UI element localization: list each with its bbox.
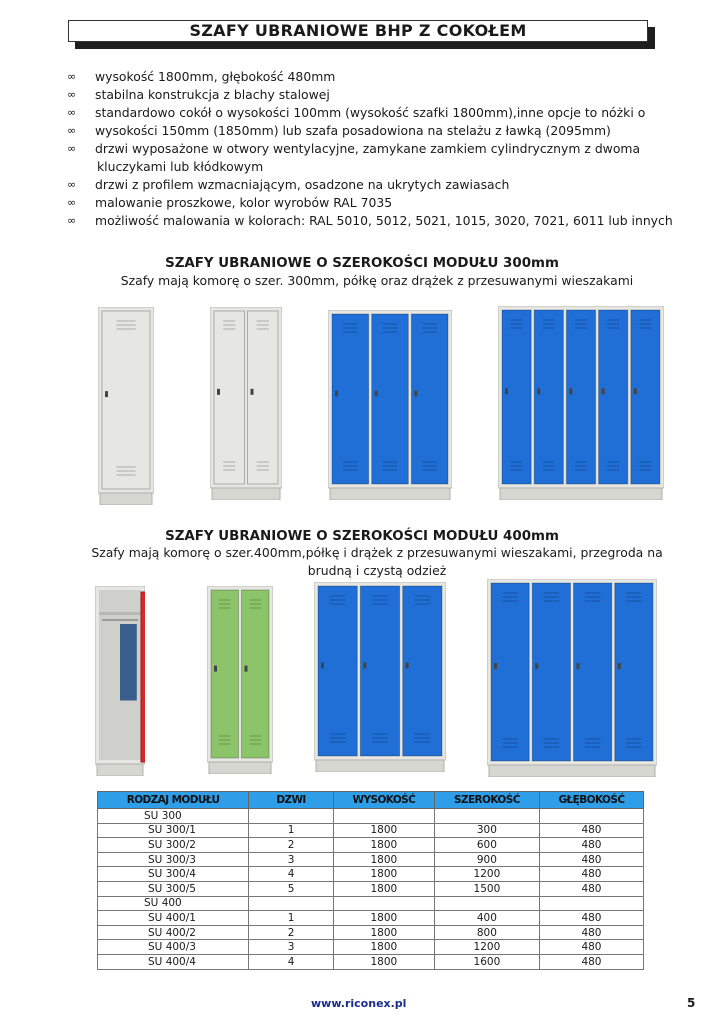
locker-image-su300-5 (498, 306, 664, 504)
infinity-bullet-icon: ∞ (67, 142, 77, 155)
col-header-height: WYSOKOŚĆ (333, 792, 434, 809)
locker-image-su300-3 (328, 310, 452, 504)
table-row (98, 823, 644, 838)
locker-image-su300-2 (210, 307, 282, 504)
lock-icon (406, 663, 409, 669)
infinity-bullet-icon: ∞ (67, 214, 77, 227)
lock-icon (335, 391, 338, 397)
lock-icon (505, 388, 508, 394)
locker-door (615, 583, 653, 761)
module-table (97, 791, 644, 970)
locker-door (574, 583, 612, 761)
list-item: ∞ standardowo cokół o wysokości 100mm (wysokość szafki 1800mm),inne opcje to nóżki o (67, 105, 646, 120)
table-cell: 1 (249, 823, 334, 838)
table-cell: SU 400/3 (98, 940, 249, 955)
locker-shelf (99, 612, 141, 615)
lock-icon (375, 391, 378, 397)
table-cell: 1800 (333, 911, 434, 926)
table-row (98, 867, 644, 882)
lock-icon (217, 389, 220, 395)
locker-door (631, 310, 660, 484)
locker-plinth (209, 762, 271, 774)
section-400-subtitle: Szafy mają komorę o szer.400mm,półkę i drążek z przesuwanymi wieszakami, przegroda na brudną i czystą odzież (91, 545, 663, 578)
table-cell: 1200 (434, 940, 539, 955)
table-row (98, 911, 644, 926)
table-cell: 1 (249, 911, 334, 926)
table-cell: 4 (249, 954, 334, 969)
page-number: 5 (687, 996, 696, 1010)
table-cell: 1800 (333, 838, 434, 853)
col-header-depth: GŁĘBOKOŚĆ (539, 792, 643, 809)
locker-door (599, 310, 628, 484)
lock-icon (245, 666, 248, 672)
infinity-bullet-icon: ∞ (67, 178, 77, 191)
table-cell: 800 (434, 925, 539, 940)
table-cell: 480 (539, 954, 643, 969)
table-cell: 4 (249, 867, 334, 882)
table-cell: 480 (539, 911, 643, 926)
table-cell: SU 400/1 (98, 911, 249, 926)
lock-icon (105, 391, 108, 397)
infinity-bullet-icon: ∞ (67, 124, 77, 137)
table-cell: 480 (539, 881, 643, 896)
group-label: SU 400 (98, 896, 249, 911)
lock-icon (577, 663, 580, 669)
list-item: ∞ wysokość 1800mm, głębokość 480mm (67, 69, 336, 84)
table-cell: 1600 (434, 954, 539, 969)
locker-door (491, 583, 529, 761)
locker-door (242, 590, 270, 758)
table-cell: 1800 (333, 940, 434, 955)
table-cell: 600 (434, 838, 539, 853)
table-row (98, 940, 644, 955)
table-cell: 480 (539, 925, 643, 940)
empty-cell (539, 896, 643, 911)
locker-image-su400-4 (487, 579, 657, 781)
table-cell: SU 300/2 (98, 838, 249, 853)
empty-cell (434, 809, 539, 824)
table-cell: 480 (539, 940, 643, 955)
locker-plinth (500, 488, 662, 500)
table-group-row (98, 896, 644, 911)
list-item: ∞ wysokości 150mm (1850mm) lub szafa posadowiona na stelażu z ławką (2095mm) (67, 123, 611, 138)
locker-door (318, 586, 357, 756)
table-row (98, 881, 644, 896)
table-cell: SU 300/4 (98, 867, 249, 882)
lock-icon (537, 388, 540, 394)
locker-image-su400-1-open (95, 586, 145, 780)
col-header-module: RODZAJ MODUŁU (98, 792, 249, 809)
locker-plinth (330, 488, 450, 500)
table-cell: 3 (249, 852, 334, 867)
locker-door (534, 310, 563, 484)
empty-cell (333, 809, 434, 824)
locker-image-su400-3 (314, 582, 446, 776)
table-cell: 2 (249, 838, 334, 853)
empty-cell (249, 809, 334, 824)
table-cell: 1800 (333, 867, 434, 882)
locker-door (211, 590, 239, 758)
table-row (98, 925, 644, 940)
section-300-title: SZAFY UBRANIOWE O SZEROKOŚCI MODUŁU 300mm (165, 256, 559, 271)
table-cell: 400 (434, 911, 539, 926)
table-cell: SU 300/1 (98, 823, 249, 838)
locker-door (248, 311, 279, 484)
locker-door (102, 311, 150, 489)
locker-door (532, 583, 570, 761)
locker-door (332, 314, 369, 484)
table-row (98, 852, 644, 867)
locker-door (372, 314, 409, 484)
section-400-title: SZAFY UBRANIOWE O SZEROKOŚCI MODUŁU 400mm (165, 529, 559, 544)
table-cell: 1800 (333, 823, 434, 838)
locker-door (403, 586, 442, 756)
table-cell: 3 (249, 940, 334, 955)
table-cell: 1800 (333, 852, 434, 867)
table-cell: 480 (539, 838, 643, 853)
lock-icon (602, 388, 605, 394)
locker-door (502, 310, 531, 484)
table-cell: 1200 (434, 867, 539, 882)
empty-cell (249, 896, 334, 911)
lock-icon (321, 663, 324, 669)
lock-icon (494, 663, 497, 669)
section-300-subtitle: Szafy mają komorę o szer. 300mm, półkę oraz drążek z przesuwanymi wieszakami (120, 273, 634, 288)
infinity-bullet-icon: ∞ (67, 88, 77, 101)
list-item: ∞ możliwość malowania w kolorach: RAL 5010, 5012, 5021, 1015, 3020, 7021, 6011 lub innych (67, 213, 673, 228)
feature-list (67, 68, 707, 230)
table-cell: 1800 (333, 881, 434, 896)
table-group-row (98, 809, 644, 824)
table-cell: 900 (434, 852, 539, 867)
group-label: SU 300 (98, 809, 249, 824)
lock-icon (535, 663, 538, 669)
lock-icon (634, 388, 637, 394)
table-row (98, 954, 644, 969)
lock-icon (414, 391, 417, 397)
infinity-bullet-icon: ∞ (67, 106, 77, 119)
lock-icon (569, 388, 572, 394)
locker-door (214, 311, 245, 484)
locker-plinth (212, 488, 280, 500)
empty-cell (333, 896, 434, 911)
hanging-shirt (120, 624, 137, 701)
table-cell: 300 (434, 823, 539, 838)
locker-plinth (316, 760, 444, 772)
col-header-doors: DZWI (249, 792, 334, 809)
infinity-bullet-icon: ∞ (67, 70, 77, 83)
table-cell: 1500 (434, 881, 539, 896)
table-cell: SU 400/2 (98, 925, 249, 940)
list-item: ∞ stabilna konstrukcja z blachy stalowej (67, 87, 330, 102)
table-cell: SU 300/5 (98, 881, 249, 896)
table-cell: 480 (539, 852, 643, 867)
locker-door (360, 586, 399, 756)
locker-door (566, 310, 595, 484)
list-item: ∞ drzwi z profilem wzmacniającym, osadzone na ukrytych zawiasach (67, 177, 510, 192)
locker-open-door (141, 592, 145, 762)
table-cell: 480 (539, 867, 643, 882)
lock-icon (363, 663, 366, 669)
table-cell: SU 300/3 (98, 852, 249, 867)
table-row (98, 838, 644, 853)
locker-plinth (100, 493, 152, 505)
table-header-row (98, 792, 644, 809)
lock-icon (618, 663, 621, 669)
locker-image-su400-2 (207, 586, 273, 778)
infinity-bullet-icon: ∞ (67, 196, 77, 209)
table-cell: 2 (249, 925, 334, 940)
table-cell: 1800 (333, 954, 434, 969)
locker-image-su300-1 (98, 307, 154, 509)
list-item: ∞ drzwi wyposażone w otwory wentylacyjne, zamykane zamkiem cylindrycznym z dwoma kluczykami lub kłódkowym (67, 141, 641, 174)
locker-plinth (489, 765, 655, 777)
table-cell: 5 (249, 881, 334, 896)
footer-url: www.riconex.pl (311, 997, 407, 1010)
table-cell: 1800 (333, 925, 434, 940)
empty-cell (539, 809, 643, 824)
page-title: SZAFY UBRANIOWE BHP Z COKOŁEM (68, 20, 648, 42)
locker-plinth (97, 764, 143, 776)
list-item: ∞ malowanie proszkowe, kolor wyrobów RAL 7035 (67, 195, 393, 210)
lock-icon (251, 389, 254, 395)
empty-cell (434, 896, 539, 911)
lock-icon (214, 666, 217, 672)
table-cell: SU 400/4 (98, 954, 249, 969)
col-header-width: SZEROKOŚĆ (434, 792, 539, 809)
locker-door (411, 314, 448, 484)
table-cell: 480 (539, 823, 643, 838)
